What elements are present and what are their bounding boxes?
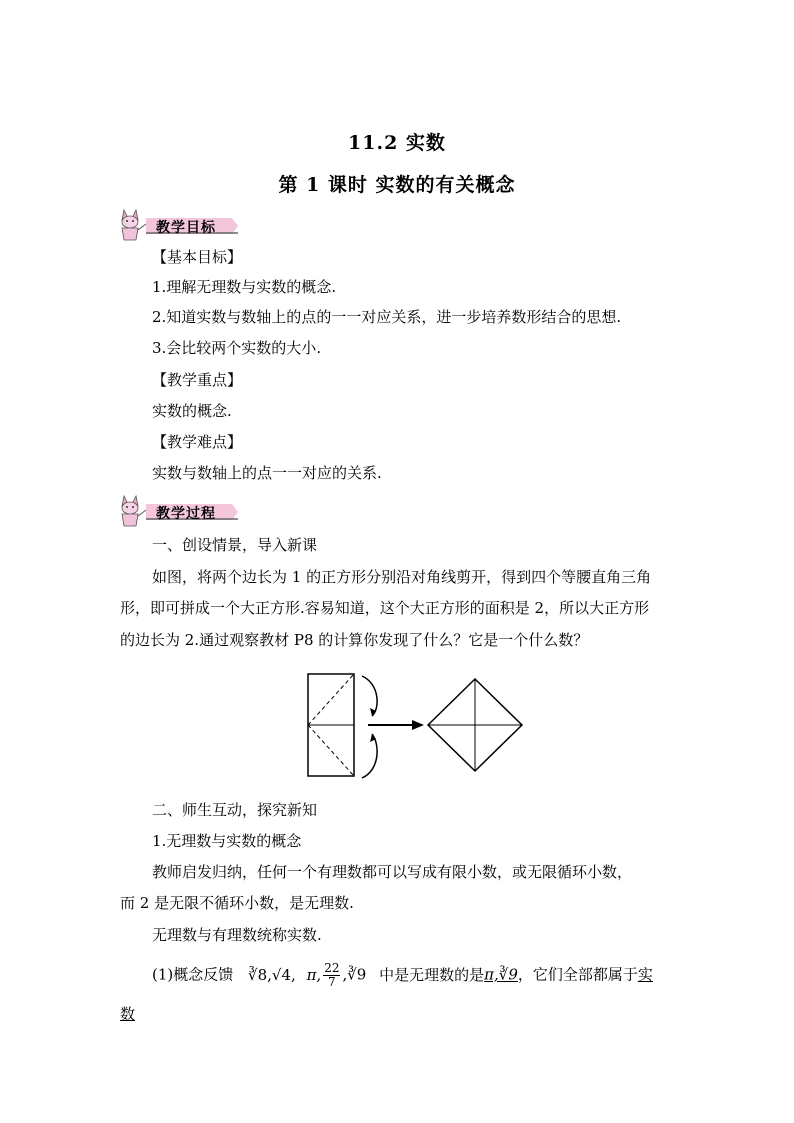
paragraph-line: 教师启发归纳，任何一个有理数都可以写成有限小数，或无限循环小数，	[152, 863, 633, 881]
teaching-goals-badge	[116, 212, 240, 240]
key-points-text: 实数的概念.	[152, 402, 232, 420]
answer-irrationals: π,∛9	[484, 965, 518, 984]
step2-heading: 二、师生互动，探究新知	[152, 801, 318, 819]
feedback-mid-text: 中是无理数的是	[379, 965, 485, 984]
basic-goals-heading: 【基本目标】	[152, 248, 243, 266]
pi-symbol: π,	[306, 965, 322, 984]
key-points-heading: 【教学重点】	[152, 371, 243, 389]
fraction	[323, 962, 340, 989]
goal-item: 2.知道实数与数轴上的点的一一对应关系，进一步培养数形结合的思想.	[152, 308, 622, 326]
number-list-b: ,∛9	[342, 965, 367, 984]
paragraph-line	[120, 1004, 135, 1024]
section-title: 11.2 实数	[348, 132, 446, 154]
step1-heading: 一、创设情景，导入新课	[152, 536, 318, 554]
answer-real: 实	[637, 965, 653, 984]
fox-mascot-icon	[116, 492, 150, 528]
teaching-goals-label: 教学目标	[156, 220, 216, 236]
difficulties-text: 实数与数轴上的点一一对应的关系.	[152, 464, 382, 482]
fraction-numerator: 22	[324, 961, 340, 975]
feedback-prefix: (1)概念反馈	[152, 965, 234, 984]
teaching-process-label: 教学过程	[156, 506, 216, 522]
teaching-process-badge	[116, 498, 240, 526]
number-list-a: ∛8,√4,	[248, 965, 296, 984]
paragraph-line: 形，即可拼成一个大正方形.容易知道，这个大正方形的面积是 2，所以大正方形	[120, 599, 650, 617]
feedback-tail-text: ，它们全部都属于	[517, 965, 638, 984]
lesson-title: 第 1 课时 实数的有关概念	[278, 174, 516, 196]
fox-mascot-icon	[116, 206, 150, 242]
answer-real-continued: 数	[120, 1005, 136, 1023]
goal-item: 1.理解无理数与实数的概念.	[152, 278, 337, 296]
paragraph-line: 的边长为 2.通过观察教材 P8 的计算你发现了什么？它是一个什么数？	[120, 631, 589, 649]
concept-feedback-line	[152, 962, 653, 989]
paragraph-line: 如图，将两个边长为 1 的正方形分别沿对角线剪开，得到四个等腰直角三角	[152, 568, 652, 586]
paragraph-line: 无理数与有理数统称实数.	[152, 926, 322, 944]
fraction-denominator: 7	[328, 975, 336, 989]
difficulties-heading: 【教学难点】	[152, 433, 243, 451]
goal-item: 3.会比较两个实数的大小.	[152, 339, 322, 357]
paragraph-line: 而 2 是无限不循环小数，是无理数.	[120, 894, 354, 912]
arrow-head-icon	[412, 720, 424, 730]
sub1-heading: 1.无理数与实数的概念	[152, 832, 302, 850]
square-cut-figure	[300, 664, 530, 782]
